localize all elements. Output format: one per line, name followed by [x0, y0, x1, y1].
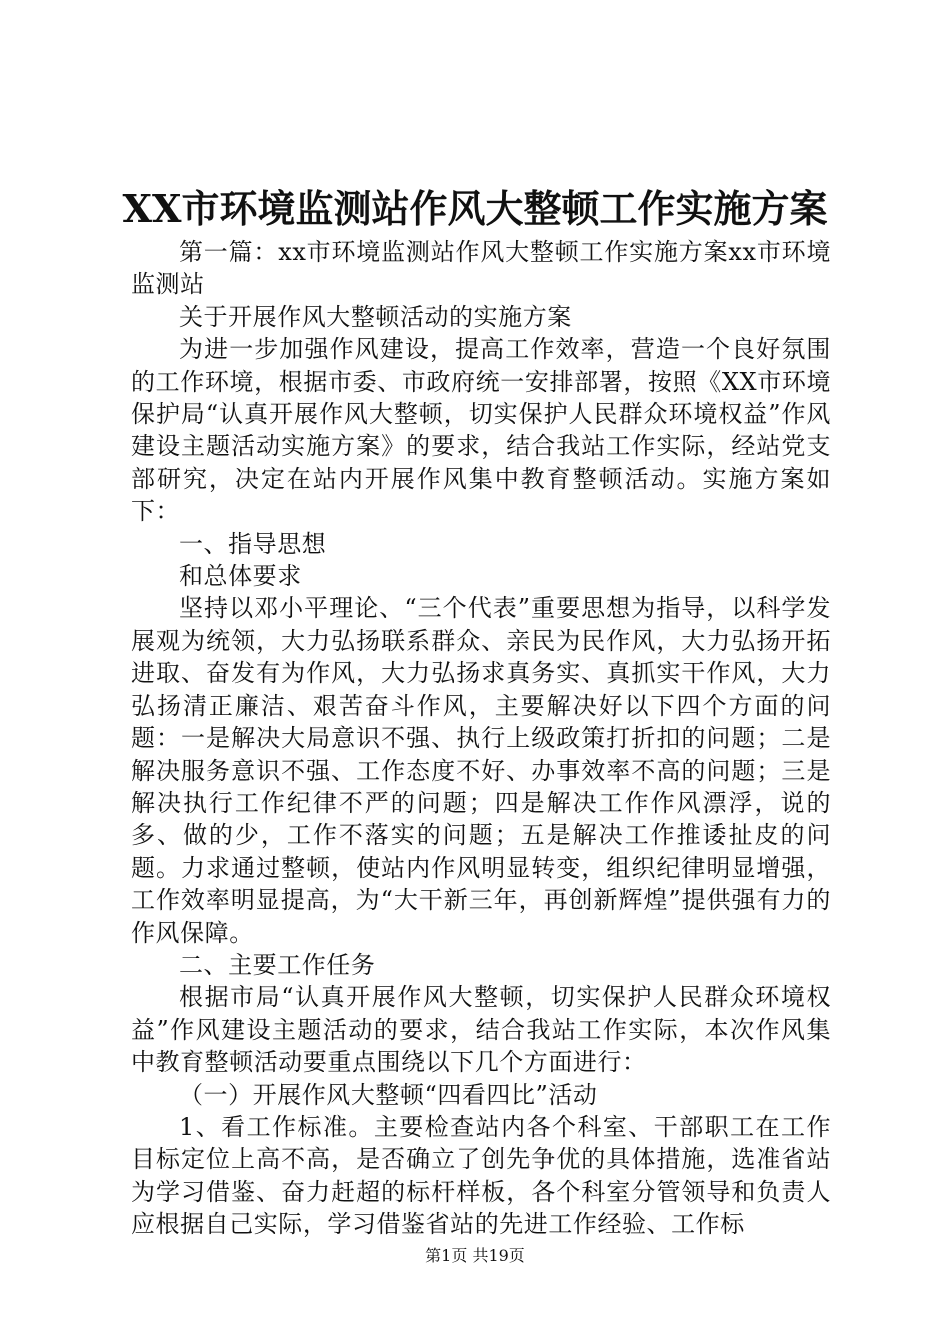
document-title: XX市环境监测站作风大整顿工作实施方案 — [122, 186, 828, 231]
paragraph-tasks: 根据市局“认真开展作风大整顿，切实保护人民群众环境权益”作风建设主题活动的要求，结合我站工作实际，本次作风集中教育整顿活动要重点围绕以下几个方面进行： — [131, 983, 831, 1077]
heading-guiding-thought: 一、指导思想 — [179, 529, 327, 558]
paragraph-work-standard: 1、看工作标准。主要检查站内各个科室、干部职工在工作目标定位上高不高，是否确立了创先争优的具体措施，选准省站为学习借鉴、奋力赶超的标杆样板，各个科室分管领导和负责人应根据自己实际，学习借鉴省站的先进工作经验、工作标 — [131, 1112, 831, 1239]
page-number-footer: 第1页 共19页 — [425, 1246, 525, 1265]
paragraph-subtitle: 关于开展作风大整顿活动的实施方案 — [179, 302, 572, 331]
heading-activity: （一）开展作风大整顿“四看四比”活动 — [179, 1080, 598, 1109]
heading-overall-requirements: 和总体要求 — [179, 562, 302, 591]
heading-main-tasks: 二、主要工作任务 — [179, 950, 376, 979]
document-body — [131, 236, 831, 1241]
paragraph-requirements: 坚持以邓小平理论、“三个代表”重要思想为指导，以科学发展观为统领，大力弘扬联系群众、亲民为民作风，大力弘扬开拓进取、奋发有为作风，大力弘扬求真务实、真抓实干作风，大力弘扬清正廉洁、艰苦奋斗作风，主要解决好以下四个方面的问题：一是解决大局意识不强、执行上级政策打折扣的问题；二是解决服务意识不强、工作态度不好、办事效率不高的问题；三是解决执行工作纪律不严的问题；四是解决工作作风漂浮，说的多、做的少，工作不落实的问题；五是解决工作推诿扯皮的问题。力求通过整顿，使站内作风明显转变，组织纪律明显增强，工作效率明显提高，为“大干新三年，再创新辉煌”提供强有力的作风保障。 — [131, 594, 831, 947]
paragraph-intro: 第一篇：xx市环境监测站作风大整顿工作实施方案xx市环境监测站 — [131, 238, 831, 299]
paragraph-purpose: 为进一步加强作风建设，提高工作效率，营造一个良好氛围的工作环境，根据市委、市政府统一安排部署，按照《XX市环境保护局“认真开展作风大整顿，切实保护人民群众环境权益”作风建设主题活动实施方案》的要求，结合我站工作实际，经站党支部研究，决定在站内开展作风集中教育整顿活动。实施方案如下： — [131, 335, 831, 526]
